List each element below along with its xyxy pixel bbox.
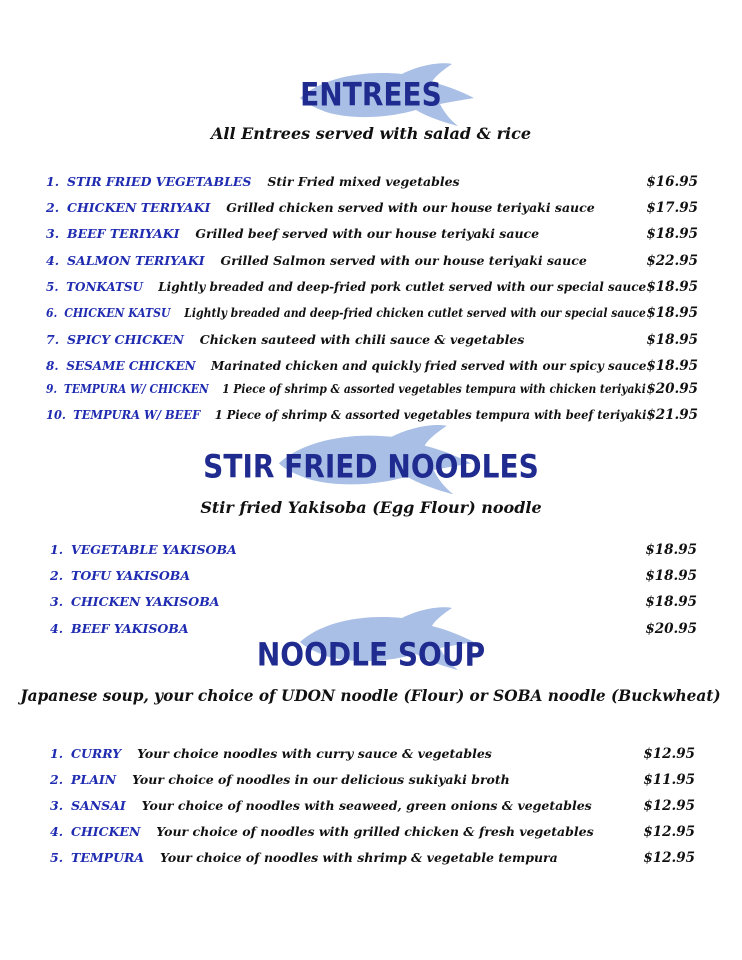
menu-item [50, 796, 592, 816]
menu-item-number: 7. [46, 332, 60, 347]
menu-item-name: BEEF YAKISOBA [71, 621, 189, 636]
menu-item-number: 3. [50, 594, 64, 609]
menu-item-number: 4. [50, 621, 64, 636]
menu-item [50, 848, 558, 868]
menu-item-price: $20.95 [646, 381, 698, 397]
menu-item-number: 9. [46, 381, 58, 396]
menu-item-number: 4. [50, 824, 64, 839]
menu-item [50, 540, 237, 560]
menu-item-number: 2. [50, 772, 64, 787]
menu-item-price: $12.95 [643, 798, 695, 814]
menu-item-number: 10. [46, 407, 66, 422]
menu-item-description: Grilled chicken served with our house teriyaki sauce [226, 200, 595, 215]
menu-item [46, 198, 595, 218]
menu-item-number: 1. [46, 174, 60, 189]
menu-item-description: 1 Piece of shrimp & assorted vegetables tempura with chicken teriyaki [222, 381, 646, 396]
menu-item-description: Your choice of noodles with seaweed, green onions & vegetables [141, 798, 592, 813]
menu-item-name: VEGETABLE YAKISOBA [71, 542, 237, 557]
menu-item-name: TEMPURA W/ CHICKEN [63, 381, 209, 396]
menu-item-number: 3. [50, 798, 64, 813]
menu-item [50, 592, 219, 612]
menu-item-number: 2. [46, 200, 60, 215]
menu-item-name: SESAME CHICKEN [66, 358, 196, 373]
menu-item-name: TOFU YAKISOBA [71, 568, 191, 583]
entrees-title: ENTREES [300, 75, 442, 114]
menu-item-number: 5. [50, 850, 64, 865]
menu-item-number: 4. [46, 253, 60, 268]
menu-item-description: Chicken sauteed with chili sauce & vegetables [199, 332, 525, 347]
menu-item-description: Grilled beef served with our house teriyaki sauce [195, 226, 540, 241]
menu-item-description: Your choice of noodles with grilled chicken & fresh vegetables [156, 824, 594, 839]
menu-item [46, 277, 646, 297]
noodles-subtitle: Stir fried Yakisoba (Egg Flour) noodle [200, 498, 542, 517]
menu-item-name: TONKATSU [66, 279, 143, 294]
menu-item-description: Grilled Salmon served with our house teriyaki sauce [220, 253, 587, 268]
menu-item-name: SALMON TERIYAKI [67, 253, 205, 268]
menu-item-price: $18.95 [646, 279, 698, 295]
menu-item [50, 566, 190, 586]
menu-item-price: $18.95 [645, 542, 697, 558]
menu-item-number: 1. [50, 746, 64, 761]
menu-item-number: 3. [46, 226, 60, 241]
menu-item-description: Marinated chicken and quickly fried served with our spicy sauce [210, 358, 647, 373]
menu-item-price: $21.95 [646, 407, 698, 423]
menu-item [46, 356, 646, 376]
menu-item-name: CHICKEN KATSU [64, 305, 171, 320]
menu-item [46, 379, 646, 399]
menu-item [46, 405, 647, 425]
menu-item-price: $18.95 [645, 594, 697, 610]
menu-item [46, 330, 524, 350]
menu-item-name: CHICKEN TERIYAKI [67, 200, 211, 215]
menu-item-price: $12.95 [643, 850, 695, 866]
menu-item-description: Your choice noodles with curry sauce & vegetables [137, 746, 492, 761]
menu-item-name: SANSAI [71, 798, 126, 813]
menu-item-description: Lightly breaded and deep-fried chicken cutlet served with our special sauce [184, 305, 646, 320]
entrees-subtitle: All Entrees served with salad & rice [210, 124, 532, 143]
menu-item [46, 224, 539, 244]
menu-item-price: $11.95 [643, 772, 695, 788]
menu-item-description: Your choice of noodles in our delicious sukiyaki broth [132, 772, 510, 787]
menu-item-price: $20.95 [645, 621, 697, 637]
menu-item [46, 251, 587, 271]
menu-item [50, 822, 594, 842]
menu-item-description: 1 Piece of shrimp & assorted vegetables tempura with beef teriyaki [214, 407, 647, 422]
menu-item-description: Stir Fried mixed vegetables [267, 174, 460, 189]
menu-item-price: $17.95 [646, 200, 698, 216]
menu-item-number: 1. [50, 542, 64, 557]
menu-item [50, 770, 510, 790]
menu-item-name: TEMPURA W/ BEEF [73, 407, 201, 422]
menu-item-price: $18.95 [646, 305, 698, 321]
menu-item-name: CURRY [71, 746, 122, 761]
menu-item-name: CHICKEN YAKISOBA [71, 594, 220, 609]
menu-item [46, 303, 646, 323]
noodles-title: STIR FRIED NOODLES [203, 447, 539, 486]
soup-title: NOODLE SOUP [256, 635, 486, 674]
menu-item-number: 6. [46, 305, 58, 320]
menu-item-price: $18.95 [646, 226, 698, 242]
menu-item-number: 5. [46, 279, 59, 294]
menu-item-name: STIR FRIED VEGETABLES [67, 174, 252, 189]
menu-item-price: $22.95 [646, 253, 698, 269]
menu-item-name: BEEF TERIYAKI [67, 226, 180, 241]
menu-item-description: Your choice of noodles with shrimp & vegetable tempura [159, 850, 558, 865]
menu-item-name: CHICKEN [71, 824, 141, 839]
menu-item-price: $16.95 [646, 174, 698, 190]
menu-item-price: $12.95 [643, 746, 695, 762]
menu-item-number: 2. [50, 568, 64, 583]
menu-item [46, 172, 460, 192]
menu-item-name: PLAIN [71, 772, 117, 787]
menu-item-number: 8. [46, 358, 59, 373]
menu-item-name: TEMPURA [71, 850, 145, 865]
menu-item-price: $18.95 [646, 358, 698, 374]
menu-item [50, 744, 492, 764]
menu-item-price: $12.95 [643, 824, 695, 840]
menu-item-price: $18.95 [646, 332, 698, 348]
menu-item-name: SPICY CHICKEN [67, 332, 184, 347]
menu-item-price: $18.95 [645, 568, 697, 584]
soup-subtitle: Japanese soup, your choice of UDON noodle (Flour) or SOBA noodle (Buckwheat) [20, 686, 722, 705]
menu-item-description: Lightly breaded and deep-fried pork cutlet served with our special sauce [158, 279, 647, 294]
